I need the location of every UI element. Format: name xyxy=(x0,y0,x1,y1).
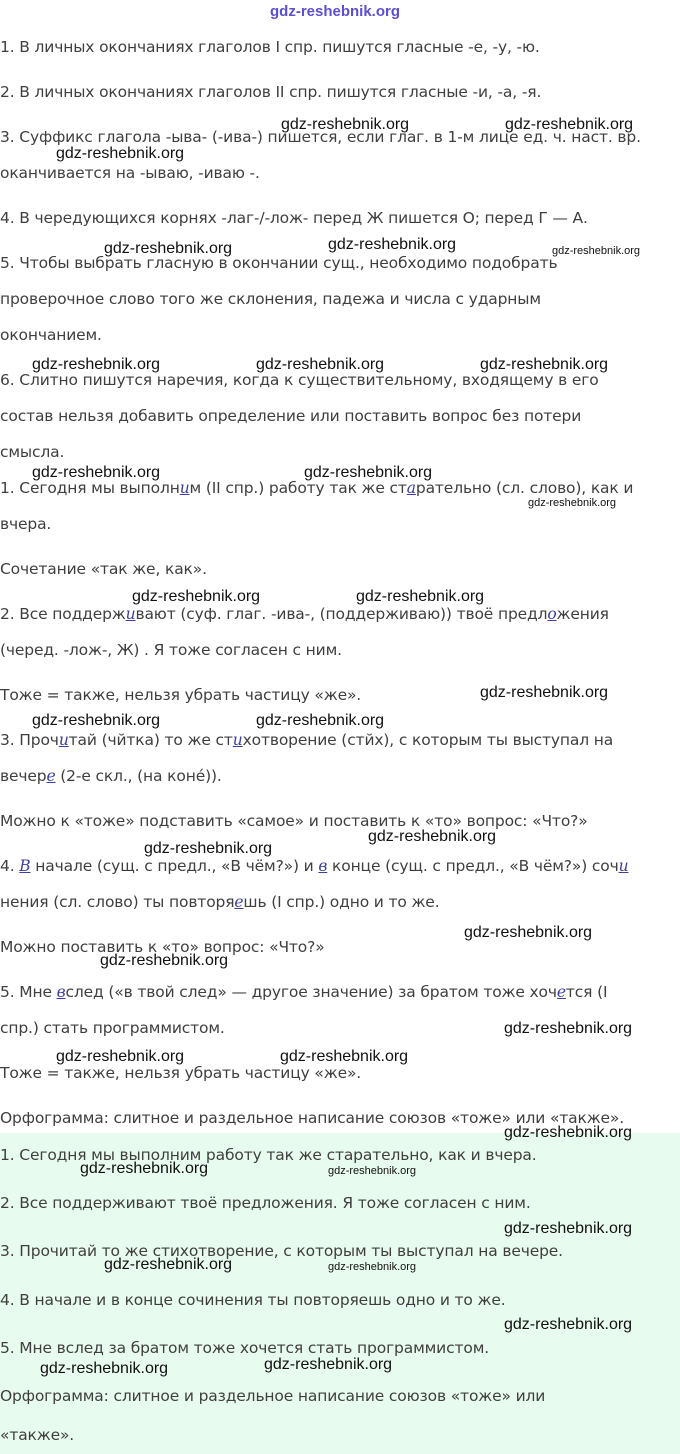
sentence-3-note: Можно к «тоже» подставить «самое» и поставить к «то» вопрос: «Что?» xyxy=(0,812,588,830)
watermark: gdz-reshebnik.org xyxy=(56,1048,185,1065)
watermark: gdz-reshebnik.org xyxy=(328,236,457,253)
highlight-letter: В xyxy=(19,857,31,875)
theory-line: 1. В личных окончаниях глаголов I спр. пишутся гласные -е, -у, -ю. xyxy=(0,38,540,56)
answer-line: 3. Прочитай то же стихотворение, с которым ты выступал на вечере. xyxy=(0,1242,563,1260)
highlight-letter: в xyxy=(56,983,66,1001)
sentence-5-note: Тоже = также, нельзя убрать частицу «же». xyxy=(0,1064,362,1082)
answer-line: Орфограмма: слитное и раздельное написание союзов «тоже» или xyxy=(0,1387,546,1405)
watermark: gdz-reshebnik.org xyxy=(328,1261,417,1273)
watermark: gdz-reshebnik.org xyxy=(504,1220,633,1237)
watermark: gdz-reshebnik.org xyxy=(32,712,161,729)
watermark: gdz-reshebnik.org xyxy=(504,1020,633,1037)
theory-line: смысла. xyxy=(0,443,65,461)
rule-line: Орфограмма: слитное и раздельное написание союзов «тоже» или «также». xyxy=(0,1109,625,1127)
sentence-4-line: 4. В начале (сущ. с предл., «В чём?») и в конце (сущ. с предл., «В чём?») сочи xyxy=(0,857,629,875)
watermark: gdz-reshebnik.org xyxy=(480,684,609,701)
watermark: gdz-reshebnik.org xyxy=(264,1356,393,1373)
highlight-letter: и xyxy=(179,479,190,497)
sentence-1-line: вчера. xyxy=(0,515,52,533)
watermark: gdz-reshebnik.org xyxy=(368,828,497,845)
sentence-3-line: вечере (2-е скл., (на конé)). xyxy=(0,767,222,785)
theory-line: 3. Суффикс глагола -ыва- (-ива-) пишется, если глаг. в 1-м лице ед. ч. наст. вр. xyxy=(0,128,641,146)
theory-line: проверочное слово того же склонения, падежа и числа с ударным xyxy=(0,290,541,308)
theory-line: 2. В личных окончаниях глаголов II спр. пишутся гласные -и, -а, -я. xyxy=(0,83,542,101)
watermark: gdz-reshebnik.org xyxy=(32,356,161,373)
sentence-2-line: 2. Все поддерживают (суф. глаг. -ива-, (поддерживаю)) твоё предложения xyxy=(0,605,609,623)
highlight-letter: е xyxy=(556,983,566,1001)
sentence-2-note: Тоже = также, нельзя убрать частицу «же». xyxy=(0,686,362,704)
watermark: gdz-reshebnik.org xyxy=(270,3,401,20)
highlight-letter: е xyxy=(46,767,56,785)
answer-line: 5. Мне вслед за братом тоже хочется стать программистом. xyxy=(0,1339,490,1357)
sentence-3-line: 3. Прочитай (чйтка) то же стихотворение (стйх), с которым ты выступал на xyxy=(0,731,614,749)
watermark: gdz-reshebnik.org xyxy=(104,1256,233,1273)
watermark: gdz-reshebnik.org xyxy=(100,952,229,969)
highlight-letter: е xyxy=(234,893,244,911)
theory-line: 5. Чтобы выбрать гласную в окончании сущ., необходимо подобрать xyxy=(0,254,558,272)
answer-line: 1. Сегодня мы выполним работу так же старательно, как и вчера. xyxy=(0,1146,537,1164)
watermark: gdz-reshebnik.org xyxy=(480,356,609,373)
answer-line: 4. В начале и в конце сочинения ты повторяешь одно и то же. xyxy=(0,1291,506,1309)
watermark: gdz-reshebnik.org xyxy=(256,712,385,729)
sentence-1-line: 1. Сегодня мы выполним (II спр.) работу так же старательно (сл. слово), как и xyxy=(0,479,634,497)
watermark: gdz-reshebnik.org xyxy=(356,588,485,605)
watermark: gdz-reshebnik.org xyxy=(505,116,634,133)
theory-line: состав нельзя добавить определение или поставить вопрос без потери xyxy=(0,407,582,425)
watermark: gdz-reshebnik.org xyxy=(281,116,410,133)
theory-line: оканчивается на -ываю, -иваю -. xyxy=(0,164,260,182)
sentence-4-note: Можно поставить к «то» вопрос: «Что?» xyxy=(0,938,325,956)
watermark: gdz-reshebnik.org xyxy=(464,924,593,941)
highlight-letter: и xyxy=(125,605,136,623)
watermark: gdz-reshebnik.org xyxy=(40,1360,169,1377)
watermark: gdz-reshebnik.org xyxy=(280,1048,409,1065)
sentence-5-line: спр.) стать программистом. xyxy=(0,1019,225,1037)
watermark: gdz-reshebnik.org xyxy=(104,240,233,257)
watermark: gdz-reshebnik.org xyxy=(504,1316,633,1333)
watermark: gdz-reshebnik.org xyxy=(32,464,161,481)
watermark: gdz-reshebnik.org xyxy=(256,356,385,373)
highlight-letter: в xyxy=(318,857,328,875)
watermark: gdz-reshebnik.org xyxy=(132,588,261,605)
highlight-letter: о xyxy=(547,605,557,623)
sentence-4-line: нения (сл. слово) ты повторяешь (I спр.) одно и то же. xyxy=(0,893,440,911)
sentence-2-line: (черед. -лож-, Ж) . Я тоже согласен с ним. xyxy=(0,641,342,659)
highlight-letter: и xyxy=(58,731,69,749)
answer-line: 2. Все поддерживают твоё предложения. Я тоже согласен с ним. xyxy=(0,1194,531,1212)
watermark: gdz-reshebnik.org xyxy=(144,840,273,857)
watermark: gdz-reshebnik.org xyxy=(552,245,641,257)
watermark: gdz-reshebnik.org xyxy=(328,1165,417,1177)
highlight-letter: а xyxy=(406,479,416,497)
watermark: gdz-reshebnik.org xyxy=(304,464,433,481)
sentence-1-note: Сочетание «так же, как». xyxy=(0,560,207,578)
sentence-5-line: 5. Мне вслед («в твой след» — другое значение) за братом тоже хочется (I xyxy=(0,983,608,1001)
highlight-letter: и xyxy=(232,731,243,749)
watermark: gdz-reshebnik.org xyxy=(504,1124,633,1141)
watermark: gdz-reshebnik.org xyxy=(56,145,185,162)
theory-line: 4. В чередующихся корнях -лаг-/-лож- перед Ж пишется О; перед Г — А. xyxy=(0,209,588,227)
theory-line: окончанием. xyxy=(0,326,102,344)
watermark: gdz-reshebnik.org xyxy=(80,1160,209,1177)
theory-line: 6. Слитно пишутся наречия, когда к существительному, входящему в его xyxy=(0,371,599,389)
answer-line: «также». xyxy=(0,1426,75,1444)
highlight-letter: и xyxy=(618,857,629,875)
watermark: gdz-reshebnik.org xyxy=(528,497,617,509)
